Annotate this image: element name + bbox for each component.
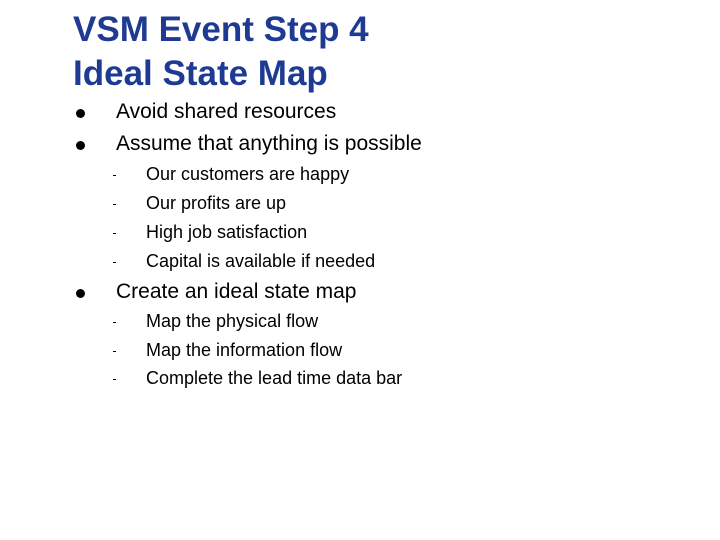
sub-bullet-dash-icon (113, 322, 116, 323)
sub-bullet-item (0, 367, 720, 391)
bullet-text: Assume that anything is possible (116, 132, 422, 155)
sub-bullet-text: Capital is available if needed (146, 251, 376, 271)
sub-bullet-text: Our customers are happy (146, 164, 350, 184)
sub-bullet-dash-icon (113, 262, 116, 263)
sub-bullet-text: High job satisfaction (146, 222, 308, 242)
slide-title-line-2: Ideal State Map (73, 54, 328, 93)
sub-bullet-item (0, 339, 720, 363)
bullet-dot-icon (76, 141, 85, 150)
sub-bullet-text: Map the physical flow (146, 311, 319, 331)
sub-bullet-dash-icon (113, 175, 116, 176)
bullet-item (0, 131, 720, 159)
sub-bullet-text: Our profits are up (146, 193, 287, 213)
bullet-dot-icon (76, 109, 85, 118)
sub-bullet-item (0, 221, 720, 245)
sub-bullet-text: Map the information flow (146, 340, 343, 360)
sub-bullet-text: Complete the lead time data bar (146, 368, 403, 388)
sub-bullet-item (0, 310, 720, 334)
bullet-dot-icon (76, 289, 85, 298)
bullet-text: Create an ideal state map (116, 280, 357, 303)
bullet-item (0, 279, 720, 307)
sub-bullet-item (0, 163, 720, 187)
sub-bullet-item (0, 192, 720, 216)
slide-title-line-1: VSM Event Step 4 (73, 10, 369, 49)
bullet-item (0, 99, 720, 127)
sub-bullet-dash-icon (113, 204, 116, 205)
bullet-text: Avoid shared resources (116, 100, 337, 123)
sub-bullet-dash-icon (113, 379, 116, 380)
sub-bullet-dash-icon (113, 233, 116, 234)
sub-bullet-item (0, 250, 720, 274)
sub-bullet-dash-icon (113, 351, 116, 352)
